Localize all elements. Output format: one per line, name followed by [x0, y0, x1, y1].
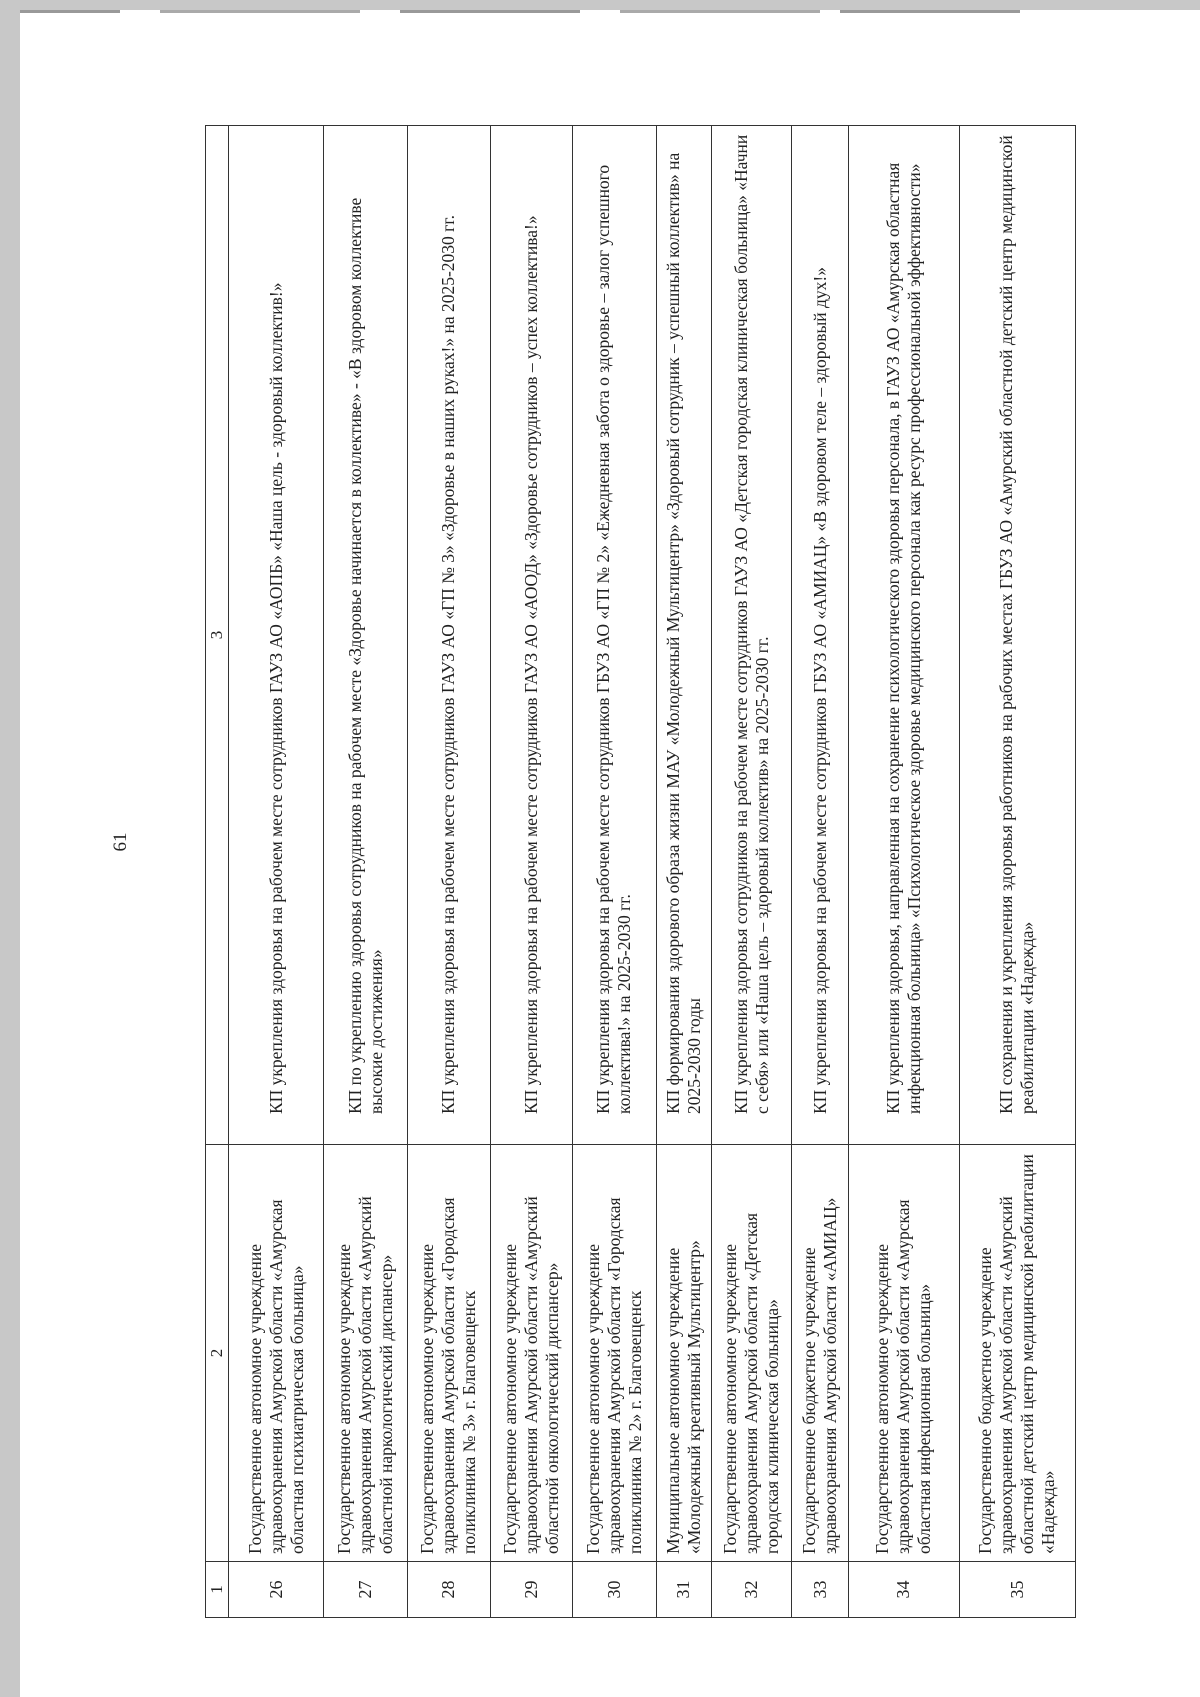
organization-cell: Государственное автономное учреждение здравоохранения Амурской области «Городская поликлиника № 3» г. Благовещенск — [408, 1145, 491, 1562]
program-cell: КП формирования здорового образа жизни МАУ «Молодежный Мультицентр» «Здоровый сотрудник – успешный коллектив» на 2025-2030 годы — [656, 126, 711, 1145]
row-number: 35 — [959, 1562, 1075, 1618]
row-number: 29 — [490, 1562, 573, 1618]
table-row — [228, 126, 324, 1618]
header-col-1: 1 — [206, 1562, 229, 1618]
program-cell: КП по укреплению здоровья сотрудников на рабочем месте «Здоровье начинается в коллективе» - «В здоровом коллективе высокие достижения» — [324, 126, 408, 1145]
table-header-row — [206, 126, 229, 1618]
table-row — [848, 126, 959, 1618]
row-number: 28 — [408, 1562, 491, 1618]
program-cell: КП укрепления здоровья на рабочем месте сотрудников ГАУЗ АО «ГП № 3» «Здоровье в наших руках!» на 2025-2030 гг. — [408, 126, 491, 1145]
program-cell: КП укрепления здоровья на рабочем месте сотрудников ГАУЗ АО «АООД» «Здоровье сотрудников – успех коллектива!» — [490, 126, 573, 1145]
organization-cell: Государственное автономное учреждение здравоохранения Амурской области «Амурская областная психиатрическая больница» — [228, 1145, 324, 1562]
row-number: 34 — [848, 1562, 959, 1618]
table-row — [408, 126, 491, 1618]
table-row — [656, 126, 711, 1618]
header-col-2: 2 — [206, 1145, 229, 1562]
program-cell: КП укрепления здоровья, направленная на сохранение психологического здоровья персонала, в ГАУЗ АО «Амурская областная инфекционная больница» «Психологическое здоровье медицинского персонала как ресурс профессиональной эффективности» — [848, 126, 959, 1145]
table-row — [959, 126, 1075, 1618]
organization-cell: Государственное автономное учреждение здравоохранения Амурской области «Детская городская клиническая больница» — [712, 1145, 792, 1562]
rotated-table-wrapper — [205, 126, 1076, 1618]
table-row — [792, 126, 848, 1618]
row-number: 26 — [228, 1562, 324, 1618]
row-number: 32 — [712, 1562, 792, 1618]
header-col-3: 3 — [206, 126, 229, 1145]
program-cell: КП сохранения и укрепления здоровья работников на рабочих местах ГБУЗ АО «Амурский областной детский центр медицинской реабилитации «Надежда» — [959, 126, 1075, 1145]
program-cell: КП укрепления здоровья на рабочем месте сотрудников ГАУЗ АО «АОПБ» «Наша цель - здоровый коллектив!» — [228, 126, 324, 1145]
organization-cell: Муниципальное автономное учреждение «Молодежный креативный Мультицентр» — [656, 1145, 711, 1562]
program-cell: КП укрепления здоровья на рабочем месте сотрудников ГБУЗ АО «АМИАЦ» «В здоровом теле – здоровый дух!» — [792, 126, 848, 1145]
organization-cell: Государственное автономное учреждение здравоохранения Амурской области «Амурский областной наркологический диспансер» — [324, 1145, 408, 1562]
row-number: 31 — [656, 1562, 711, 1618]
table-row — [712, 126, 792, 1618]
program-cell: КП укрепления здоровья на рабочем месте сотрудников ГБУЗ АО «ГП № 2» «Ежедневная забота о здоровье – залог успешного коллектива!» на 2025-2030 гг. — [573, 126, 657, 1145]
organization-cell: Государственное автономное учреждение здравоохранения Амурской области «Городская поликлиника № 2» г. Благовещенск — [573, 1145, 657, 1562]
page-number: 61 — [110, 832, 131, 852]
table-row — [324, 126, 408, 1618]
organization-cell: Государственное бюджетное учреждение здравоохранения Амурской области «АМИАЦ» — [792, 1145, 848, 1562]
row-number: 27 — [324, 1562, 408, 1618]
scan-edge — [20, 10, 1200, 13]
organization-cell: Государственное автономное учреждение здравоохранения Амурской области «Амурский областной онкологический диспансер» — [490, 1145, 573, 1562]
table-row — [573, 126, 657, 1618]
row-number: 30 — [573, 1562, 657, 1618]
program-cell: КП укрепления здоровья сотрудников на рабочем месте сотрудников ГАУЗ АО «Детская городская клиническая больница» «Начни с себя» или «Наша цель – здоровый коллектив» на 2025-2030 гг. — [712, 126, 792, 1145]
table-row — [490, 126, 573, 1618]
organization-cell: Государственное автономное учреждение здравоохранения Амурской области «Амурская областная инфекционная больница» — [848, 1145, 959, 1562]
row-number: 33 — [792, 1562, 848, 1618]
organization-cell: Государственное бюджетное учреждение здравоохранения Амурской области «Амурский областной детский центр медицинской реабилитации «Надежда» — [959, 1145, 1075, 1562]
programs-table — [205, 125, 1076, 1618]
